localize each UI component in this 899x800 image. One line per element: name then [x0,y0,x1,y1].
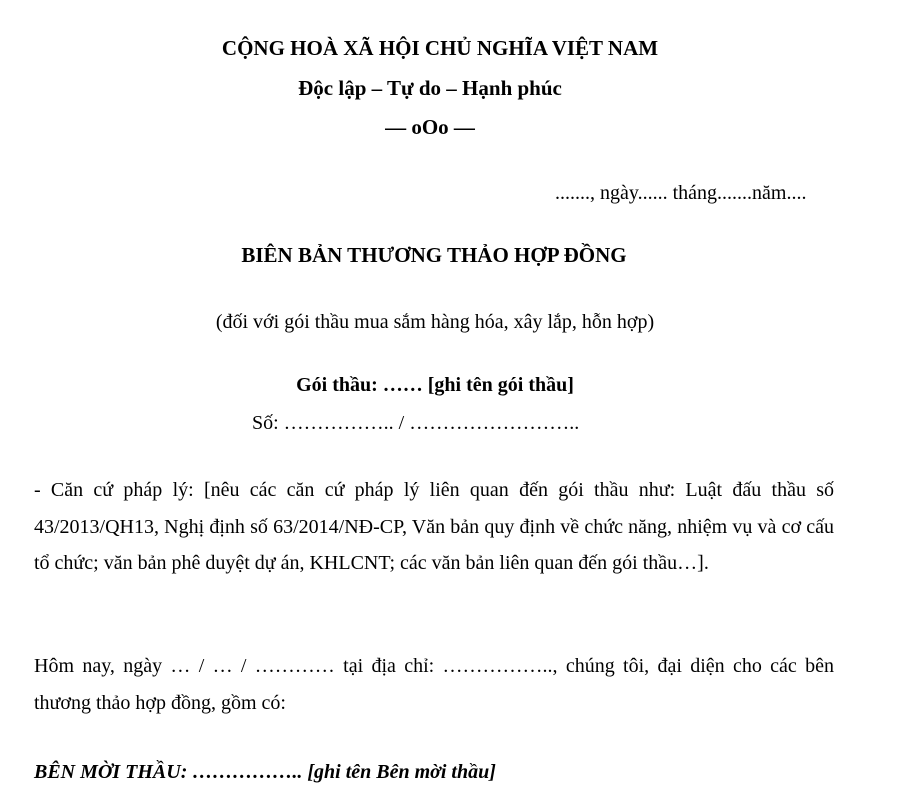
bid-package-line: Gói thầu: …… [ghi tên gói thầu] [296,374,574,396]
national-title: CỘNG HOÀ XÃ HỘI CHỦ NGHĨA VIỆT NAM [221,36,659,60]
ornament-divider: — oOo — [385,115,475,139]
meeting-date-paragraph: Hôm nay, ngày … / … / ………… tại địa chỉ: …………….., chúng tôi, đại diện cho các bên thương thảo hợp đồng, gồm có: [34,655,834,714]
national-motto: Độc lập – Tự do – Hạnh phúc [298,76,562,100]
document-subtitle: (đối với gói thầu mua sắm hàng hóa, xây lắp, hỗn hợp) [215,311,655,333]
document-number-line: Số: …………….. / …………………….. [252,412,580,434]
legal-basis-paragraph: - Căn cứ pháp lý: [nêu các căn cứ pháp lý liên quan đến gói thầu như: Luật đấu thầu số 43/2013/QH13, Nghị định số 63/2014/NĐ-CP, Văn bản quy định về chức năng, nhiệm vụ và cơ cấu tổ chức; văn bản phê duyệt dự án, KHLCNT; các văn bản liên quan đến gói thầu…]. [34,479,834,574]
place-date-line: ......., ngày...... tháng.......năm.... [555,182,807,204]
document-title: BIÊN BẢN THƯƠNG THẢO HỢP ĐỒNG [241,243,627,267]
bid-inviter-heading: BÊN MỜI THẦU: …………….. [ghi tên Bên mời thầu] [34,761,496,783]
